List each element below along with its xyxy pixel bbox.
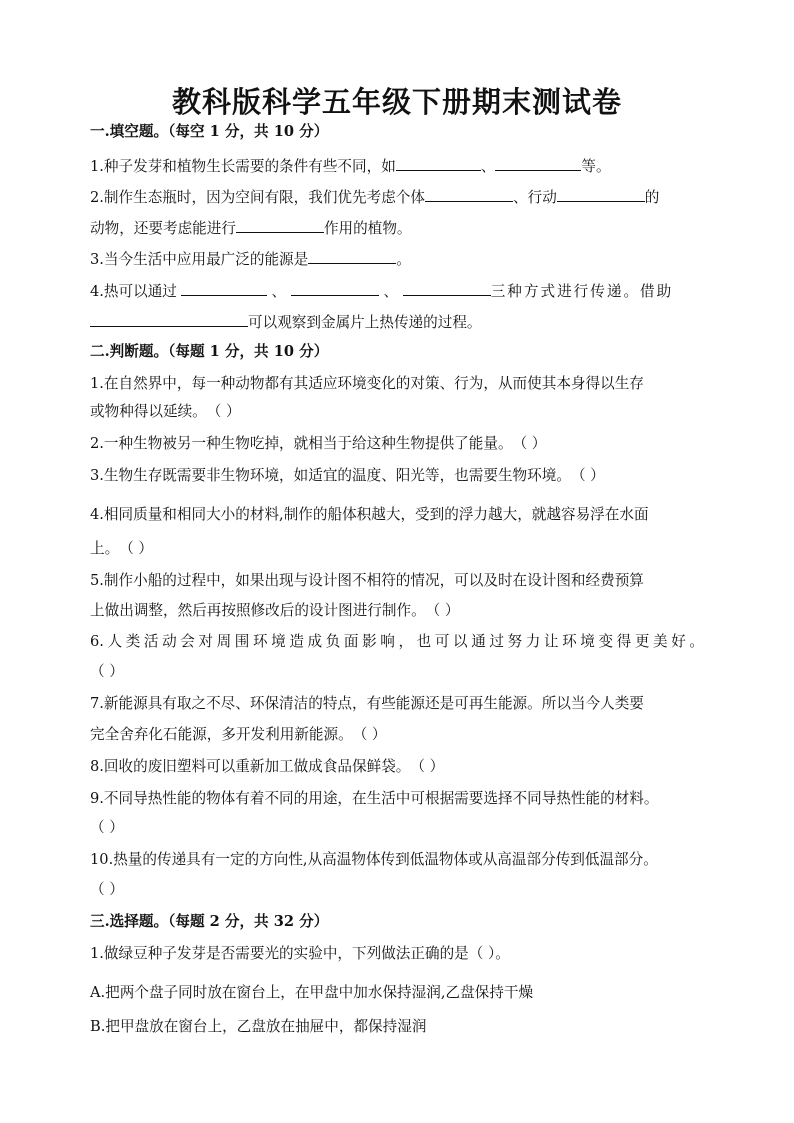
answer-parentheses[interactable]: （ ） <box>206 403 241 420</box>
question-1-2-cont: 动物，还要考虑能进行 作用的植物。 <box>90 217 704 239</box>
question-2-10-answer <box>90 880 704 900</box>
section-heading-multiple-choice: 三.选择题。（每题 2 分，共 32 分） <box>90 913 329 930</box>
answer-parentheses[interactable]: （ ） <box>119 540 154 557</box>
question-1-4: 4.热可以通过 、 、 三种方式进行传递。借助 <box>90 280 704 302</box>
answer-blank[interactable] <box>403 280 491 296</box>
answer-parentheses[interactable]: （ ） <box>90 881 124 898</box>
question-2-9-answer <box>90 818 704 838</box>
question-2-7: 7.新能源具有取之不尽、环保清洁的特点，有些能源还是可再生能源。所以当今人类要 <box>90 695 644 712</box>
answer-parentheses[interactable]: （ ） <box>90 819 124 836</box>
answer-parentheses[interactable]: （ ） <box>512 435 547 452</box>
answer-blank[interactable] <box>425 186 513 202</box>
section-heading-fill-in: 一.填空题。（每空 1 分，共 10 分） <box>90 123 329 140</box>
page-title: 教科版科学五年级下册期末测试卷 <box>171 85 622 119</box>
question-2-6: 6.人类活动会对周围环境造成负面影响，也可以通过努力让环境变得更美好。 <box>90 633 704 650</box>
answer-blank[interactable] <box>90 311 248 327</box>
question-1-4-cont: 可以观察到金属片上热传递的过程。 <box>90 311 704 333</box>
answer-parentheses[interactable]: （ ） <box>352 726 387 743</box>
option-a[interactable]: A.把两个盘子同时放在窗台上，在甲盘中加水保持湿润,乙盘保持干燥 <box>90 984 534 1001</box>
question-2-1: 1.在自然界中，每一种动物都有其适应环境变化的对策、行为，从而使其本身得以生存 <box>90 375 644 392</box>
question-1-3: 3.当今生活中应用最广泛的能源是 。 <box>90 248 704 270</box>
answer-blank[interactable] <box>291 280 379 296</box>
answer-parentheses[interactable]: （ ） <box>90 663 124 680</box>
question-2-7-cont: 完全舍弃化石能源，多开发利用新能源。（ ） <box>90 726 387 743</box>
question-2-2: 2.一种生物被另一种生物吃掉，就相当于给这种生物提供了能量。（ ） <box>90 435 547 452</box>
question-2-5: 5.制作小船的过程中，如果出现与设计图不相符的情况，可以及时在设计图和经费预算 <box>90 572 644 589</box>
question-2-5-cont: 上做出调整，然后再按照修改后的设计图进行制作。（ ） <box>90 602 460 619</box>
question-2-10: 10.热量的传递具有一定的方向性,从高温物体传到低温物体或从高温部分传到低温部分。 <box>90 851 658 868</box>
answer-blank[interactable] <box>236 217 324 233</box>
answer-blank[interactable] <box>495 155 581 171</box>
question-1-1: 1.种子发芽和植物生长需要的条件有些不同，如 、 等。 <box>90 155 704 177</box>
answer-parentheses[interactable]: （ ） <box>410 758 445 775</box>
question-2-8: 8.回收的废旧塑料可以重新加工做成食品保鲜袋。（ ） <box>90 758 445 775</box>
answer-blank[interactable] <box>396 155 481 171</box>
question-2-1-cont: 或物种得以延续。（ ） <box>90 403 241 420</box>
question-3-1: 1.做绿豆种子发芽是否需要光的实验中，下列做法正确的是（ ）。 <box>90 945 510 962</box>
answer-blank[interactable] <box>557 186 645 202</box>
question-2-3: 3.生物生存既需要非生物环境，如适宜的温度、阳光等，也需要生物环境。（ ） <box>90 467 605 484</box>
question-2-4-cont: 上。（ ） <box>90 540 154 557</box>
question-2-9: 9.不同导热性能的物体有着不同的用途，在生活中可根据需要选择不同导热性能的材料。 <box>90 790 659 807</box>
section-heading-true-false: 二.判断题。（每题 1 分，共 10 分） <box>90 343 329 360</box>
option-b[interactable]: B.把甲盘放在窗台上，乙盘放在抽屉中，都保持湿润 <box>90 1018 427 1035</box>
answer-blank[interactable] <box>181 280 267 296</box>
question-2-6-answer <box>90 662 704 682</box>
question-1-2: 2.制作生态瓶时，因为空间有限，我们优先考虑个体 、行动 的 <box>90 186 704 208</box>
answer-blank[interactable] <box>308 248 396 264</box>
answer-parentheses[interactable]: （ ） <box>425 602 460 619</box>
question-2-4: 4.相同质量和相同大小的材料,制作的船体积越大，受到的浮力越大，就越容易浮在水面 <box>90 506 649 523</box>
answer-parentheses[interactable]: （ ） <box>570 467 605 484</box>
